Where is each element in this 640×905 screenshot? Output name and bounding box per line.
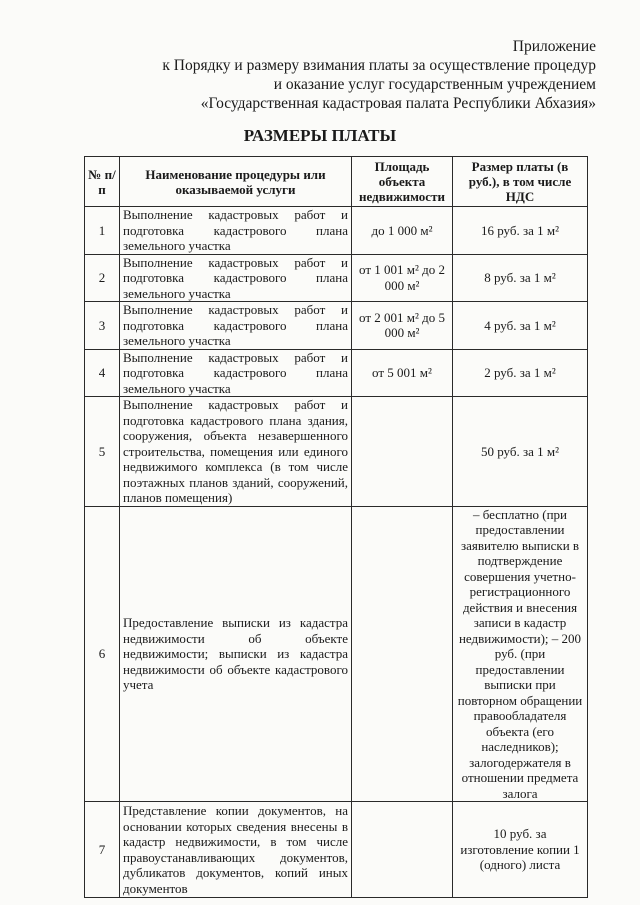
table-row	[85, 802, 588, 898]
column-header-number: № п/п	[85, 157, 120, 207]
procedure-name: Выполнение кадастровых работ и подготовка кадастрового плана земельного участка	[120, 302, 352, 350]
table-row	[85, 254, 588, 302]
column-header-procedure: Наименование процедуры или оказываемой услуги	[120, 157, 352, 207]
object-area	[352, 802, 453, 898]
row-number: 3	[85, 302, 120, 350]
row-number: 5	[85, 397, 120, 507]
object-area: до 1 000 м²	[352, 207, 453, 255]
object-area: от 1 001 м² до 2 000 м²	[352, 254, 453, 302]
fee-amount: 4 руб. за 1 м²	[453, 302, 588, 350]
header-line-3: и оказание услуг государственным учреждением	[273, 76, 596, 93]
table-row	[85, 207, 588, 255]
column-header-area: Площадь объекта недвижимости	[352, 157, 453, 207]
procedure-name: Представление копии документов, на основании которых сведения внесены в кадастр недвижимости, в том числе правоустанавливающих документов, дубликатов документов, копий иных документов	[120, 802, 352, 898]
procedure-name: Выполнение кадастровых работ и подготовка кадастрового плана земельного участка	[120, 207, 352, 255]
procedure-name: Выполнение кадастровых работ и подготовка кадастрового плана земельного участка	[120, 349, 352, 397]
fee-amount: 50 руб. за 1 м²	[453, 397, 588, 507]
object-area	[352, 506, 453, 802]
object-area	[352, 397, 453, 507]
header-line-1: Приложение	[512, 38, 596, 55]
row-number: 7	[85, 802, 120, 898]
document-title: РАЗМЕРЫ ПЛАТЫ	[243, 126, 397, 145]
procedure-name: Выполнение кадастровых работ и подготовка кадастрового плана здания, сооружения, объекта незавершенного строительства, помещения или единого недвижимого комплекса (в том числе поэтажных планов зданий, сооружений, планов помещения)	[120, 397, 352, 507]
procedure-name: Предоставление выписки из кадастра недвижимости об объекте недвижимости; выписки из кадастра недвижимости об объекте кадастрового учета	[120, 506, 352, 802]
fee-amount: 16 руб. за 1 м²	[453, 207, 588, 255]
object-area: от 5 001 м²	[352, 349, 453, 397]
column-header-fee: Размер платы (в руб.), в том числе НДС	[453, 157, 588, 207]
procedure-name: Выполнение кадастровых работ и подготовка кадастрового плана земельного участка	[120, 254, 352, 302]
fees-table	[84, 156, 588, 898]
fee-amount: – бесплатно (при предоставлении заявителю выписки в подтверждение совершения учетно-регистрационного действия и внесения записи в кадастр недвижимости); – 200 руб. (при предоставлении выписки при повторном обращении правообладателя объекта (его наследников); залогодержателя в отношении предмета залога	[453, 506, 588, 802]
fee-amount: 10 руб. за изготовление копии 1 (одного) листа	[453, 802, 588, 898]
table-header-row	[85, 157, 588, 207]
table-row	[85, 302, 588, 350]
row-number: 2	[85, 254, 120, 302]
object-area: от 2 001 м² до 5 000 м²	[352, 302, 453, 350]
row-number: 1	[85, 207, 120, 255]
table-row	[85, 506, 588, 802]
row-number: 6	[85, 506, 120, 802]
table-row	[85, 349, 588, 397]
header-line-4: «Государственная кадастровая палата Республики Абхазия»	[200, 95, 596, 112]
fee-amount: 2 руб. за 1 м²	[453, 349, 588, 397]
row-number: 4	[85, 349, 120, 397]
document-header	[162, 37, 596, 113]
table-row	[85, 397, 588, 507]
fee-amount: 8 руб. за 1 м²	[453, 254, 588, 302]
header-line-2: к Порядку и размеру взимания платы за осуществление процедур	[162, 57, 596, 74]
